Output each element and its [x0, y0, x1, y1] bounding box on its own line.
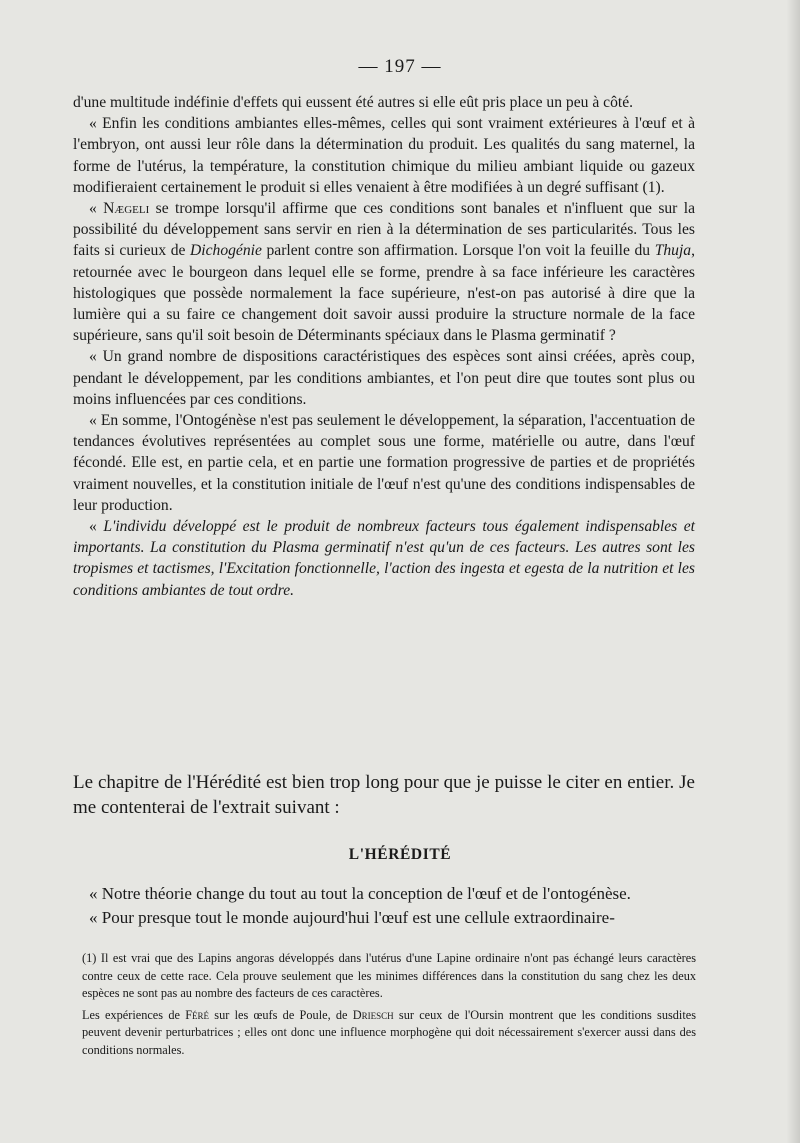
- page-number: — 197 —: [358, 56, 442, 77]
- section-heading: L'HÉRÉDITÉ: [348, 846, 452, 863]
- paragraph-conditions-ambiantes: « Enfin les conditions ambiantes elles-mêmes, celles qui sont vraiment extérieures à l'œuf et à l'embryon, ont aussi leur rôle dans la détermination du produit. Les qualités du sang maternel, la forme de l'utérus, la température, la constitution chimique du milieu ambiant liquide ou gazeux modifieraient certainement le produit si elles venaient à être modifiées à un degré suffisant (1).: [73, 115, 695, 196]
- intro-block: [73, 770, 695, 820]
- author-fere: Féré: [185, 1007, 210, 1022]
- text-segment: se trompe lorsqu'il affirme que ces conditions sont banales et n'influent que sur la possibilité du développement sans servir en rien à la détermination de ses particularités. Tous les faits si curieux de: [73, 200, 695, 260]
- main-text: [73, 92, 695, 601]
- text-segment: , retournée avec le bourgeon dans lequel elle se forme, prendre à sa face inférieure les caractères histologiques que possède normalement la face supérieure, n'est-on pas autorisé à dire que la lumière qui a su faire ce changement doit savoir aussi produire la structure normale de la face supérieure, sans qu'il soit besoin de Déterminants spéciaux dans le Plasma germinatif ?: [73, 242, 695, 345]
- paragraph-dispositions: « Un grand nombre de dispositions caractéristiques des espèces sont ainsi créées, après coup, pendant le développement, par les conditions ambiantes, et l'on peut dire que toutes sont plus ou moins influencées par ces conditions.: [73, 348, 695, 408]
- footnote-1: (1) Il est vrai que des Lapins angoras développés dans l'utérus d'une Lapine ordinaire n'ont pas échangé leurs caractères contre ceux de cette race. Cela prouve seulement que les minimes différences dans la constitution du sang chez les deux espèces ne sont pas au nombre des facteurs de ces caractères.: [82, 951, 696, 1001]
- author-naegeli: Nægeli: [103, 200, 150, 218]
- paragraph-individu: [73, 516, 695, 601]
- section-paragraph-1: « Notre théorie change du tout au tout la conception de l'œuf et de l'ontogénèse.: [89, 884, 631, 903]
- term-thuja: Thuja: [654, 242, 692, 260]
- quote-mark: «: [89, 200, 104, 218]
- section-text: [73, 882, 695, 930]
- intro-paragraph: Le chapitre de l'Hérédité est bien trop long pour que je puisse le citer en entier. Je me contenterai de l'extrait suivant :: [73, 772, 695, 818]
- text-segment: Les expériences de: [82, 1007, 186, 1022]
- italic-conclusion: L'individu développé est le produit de nombreux facteurs tous également indispensables et importants. La constitution du Plasma germinatif n'est qu'un de ces facteurs. Les autres sont les tropismes et tactismes, l'Excitation fonctionnelle, l'action des ingesta et egesta de la nutrition et les conditions ambiantes de tout ordre.: [73, 518, 695, 599]
- term-dichogenie: Dichogénie: [190, 242, 262, 260]
- text-segment: parlent contre son affirmation. Lorsque l'on voit la feuille du: [261, 242, 655, 260]
- paragraph-continuation: d'une multitude indéfinie d'effets qui eussent été autres si elle eût pris place un peu à côté.: [73, 94, 634, 111]
- paragraph-en-somme: « En somme, l'Ontogénèse n'est pas seulement le développement, la séparation, l'accentuation de tendances évolutives représentées au complet sous une forme, matérielle ou autre, dans l'œuf fécondé. Elle est, en partie cela, et en partie une formation progressive de parties et de propriétés vraiment nouvelles, et la constitution initiale de l'œuf n'est qu'une des conditions indispensables de leur production.: [73, 412, 695, 514]
- author-driesch: Driesch: [352, 1007, 394, 1022]
- page-edge-shadow: [786, 0, 800, 1143]
- footnotes: [82, 950, 696, 1064]
- text-segment: sur ceux de l'Oursin montrent que les conditions susdites peuvent devenir perturbatrices ; elles ont donc une influence morphogène qui doit nécessairement s'exercer aussi dans des conditions normales.: [82, 1007, 696, 1057]
- footnote-1-continued: [82, 1007, 696, 1060]
- text-segment: sur les œufs de Poule, de: [209, 1007, 353, 1022]
- section-paragraph-2: « Pour presque tout le monde aujourd'hui l'œuf est une cellule extraordinaire-: [89, 908, 615, 927]
- paragraph-naegeli: [73, 198, 695, 346]
- quote-mark: «: [89, 518, 104, 536]
